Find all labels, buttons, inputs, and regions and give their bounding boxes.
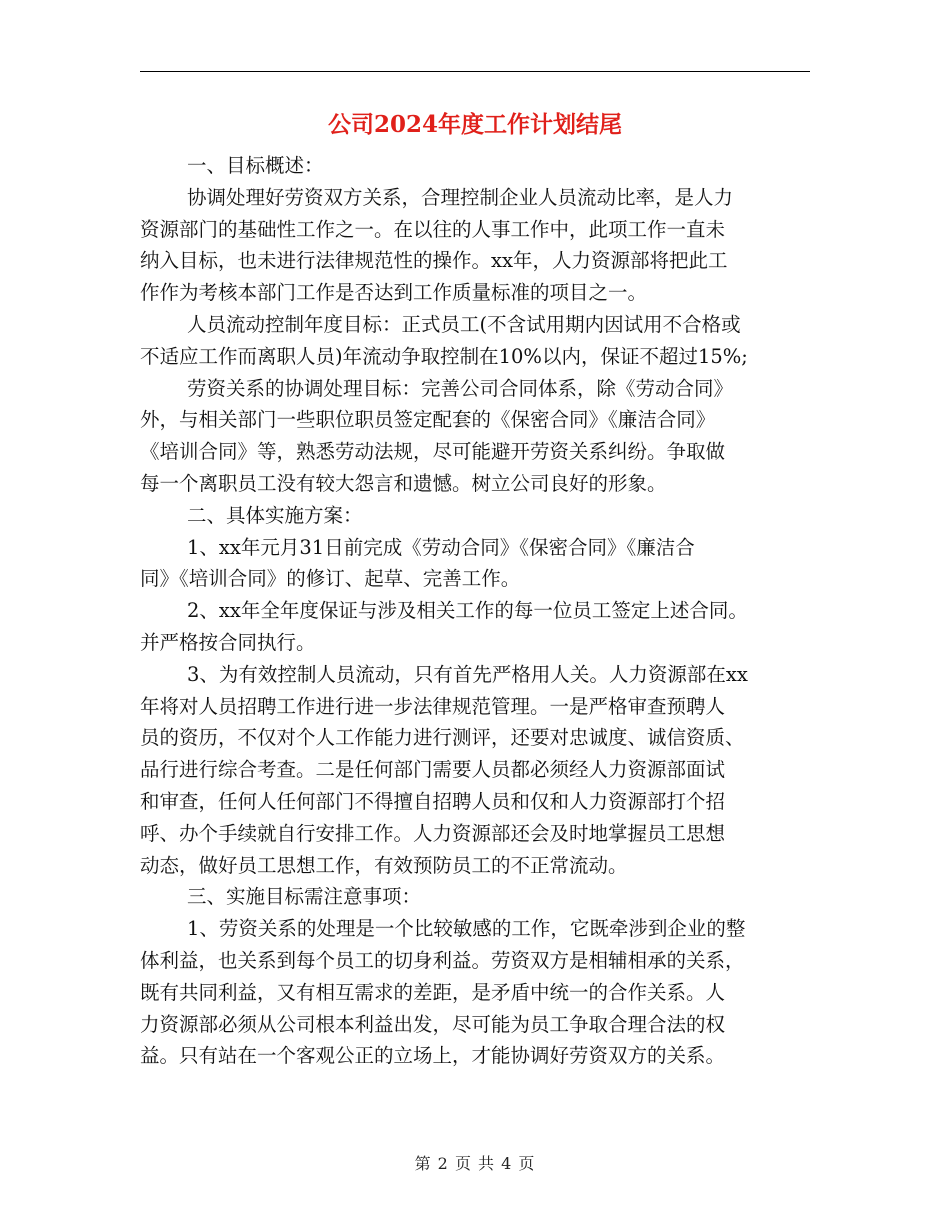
paragraph-line: 外，与相关部门一些职位职员签定配套的《保密合同》《廉洁合同》 (140, 408, 716, 432)
paragraph-line: 1、xx年元月31日前完成《劳动合同》《保密合同》《廉洁合 (187, 535, 695, 559)
paragraph-line: 3、为有效控制人员流动，只有首先严格用人关。人力资源部在xx (187, 662, 748, 686)
document-title: 公司2024年度工作计划结尾 (327, 111, 622, 138)
paragraph-line: 和审查，任何人任何部门不得擅自招聘人员和仅和人力资源部打个招 (140, 789, 726, 813)
paragraph-line: 劳资关系的协调处理目标：完善公司合同体系，除《劳动合同》 (187, 376, 734, 400)
paragraph-line: 呼、办个手续就自行安排工作。人力资源部还会及时地掌握员工思想 (140, 821, 726, 845)
paragraph-line: 并严格按合同执行。 (140, 630, 316, 654)
paragraph-line: 纳入目标，也未进行法律规范性的操作。xx年，人力资源部将把此工 (140, 249, 728, 273)
paragraph-line: 既有共同利益，又有相互需求的差距，是矛盾中统一的合作关系。人 (140, 980, 726, 1004)
paragraph-line: 员的资历，不仅对个人工作能力进行测评，还要对忠诚度、诚信资质、 (140, 726, 745, 750)
paragraph-line: 《培训合同》等，熟悉劳动法规，尽可能避开劳资关系纠纷。争取做 (140, 440, 726, 464)
section-heading: 三、实施目标需注意事项： (187, 885, 422, 909)
section-heading: 二、具体实施方案： (187, 503, 363, 527)
section-heading: 一、目标概述： (187, 154, 324, 177)
paragraph-line: 作作为考核本部门工作是否达到工作质量标准的项目之一。 (140, 281, 648, 305)
paragraph-line: 每一个离职员工没有较大怨言和遗憾。树立公司良好的形象。 (140, 471, 667, 495)
paragraph-line: 力资源部必须从公司根本利益出发，尽可能为员工争取合理合法的权 (140, 1012, 726, 1036)
paragraph-line: 同》《培训合同》的修订、起草、完善工作。 (140, 567, 521, 591)
paragraph-line: 动态，做好员工思想工作，有效预防员工的不正常流动。 (140, 853, 628, 877)
page-number-footer: 第 2 页 共 4 页 (414, 1154, 536, 1173)
paragraph-line: 年将对人员招聘工作进行进一步法律规范管理。一是严格审查预聘人 (140, 694, 726, 718)
paragraph-line: 品行进行综合考查。二是任何部门需要人员都必须经人力资源部面试 (140, 758, 726, 782)
header-rule (140, 71, 810, 72)
paragraph-line: 体利益，也关系到每个员工的切身利益。劳资双方是相辅相承的关系， (140, 948, 745, 972)
paragraph-line: 人员流动控制年度目标：正式员工(不含试用期内因试用不合格或 (187, 312, 741, 336)
paragraph-line: 协调处理好劳资双方关系，合理控制企业人员流动比率，是人力 (187, 185, 734, 209)
paragraph-line: 不适应工作而离职人员)年流动争取控制在10%以内，保证不超过15%; (140, 344, 748, 368)
document-body (140, 150, 810, 1072)
paragraph-line: 资源部门的基础性工作之一。在以往的人事工作中，此项工作一直未 (140, 217, 726, 241)
paragraph-line: 2、xx年全年度保证与涉及相关工作的每一位员工签定上述合同。 (187, 599, 748, 623)
paragraph-line: 1、劳资关系的处理是一个比较敏感的工作，它既牵涉到企业的整 (187, 917, 746, 941)
paragraph-line: 益。只有站在一个客观公正的立场上，才能协调好劳资双方的关系。 (140, 1044, 726, 1068)
